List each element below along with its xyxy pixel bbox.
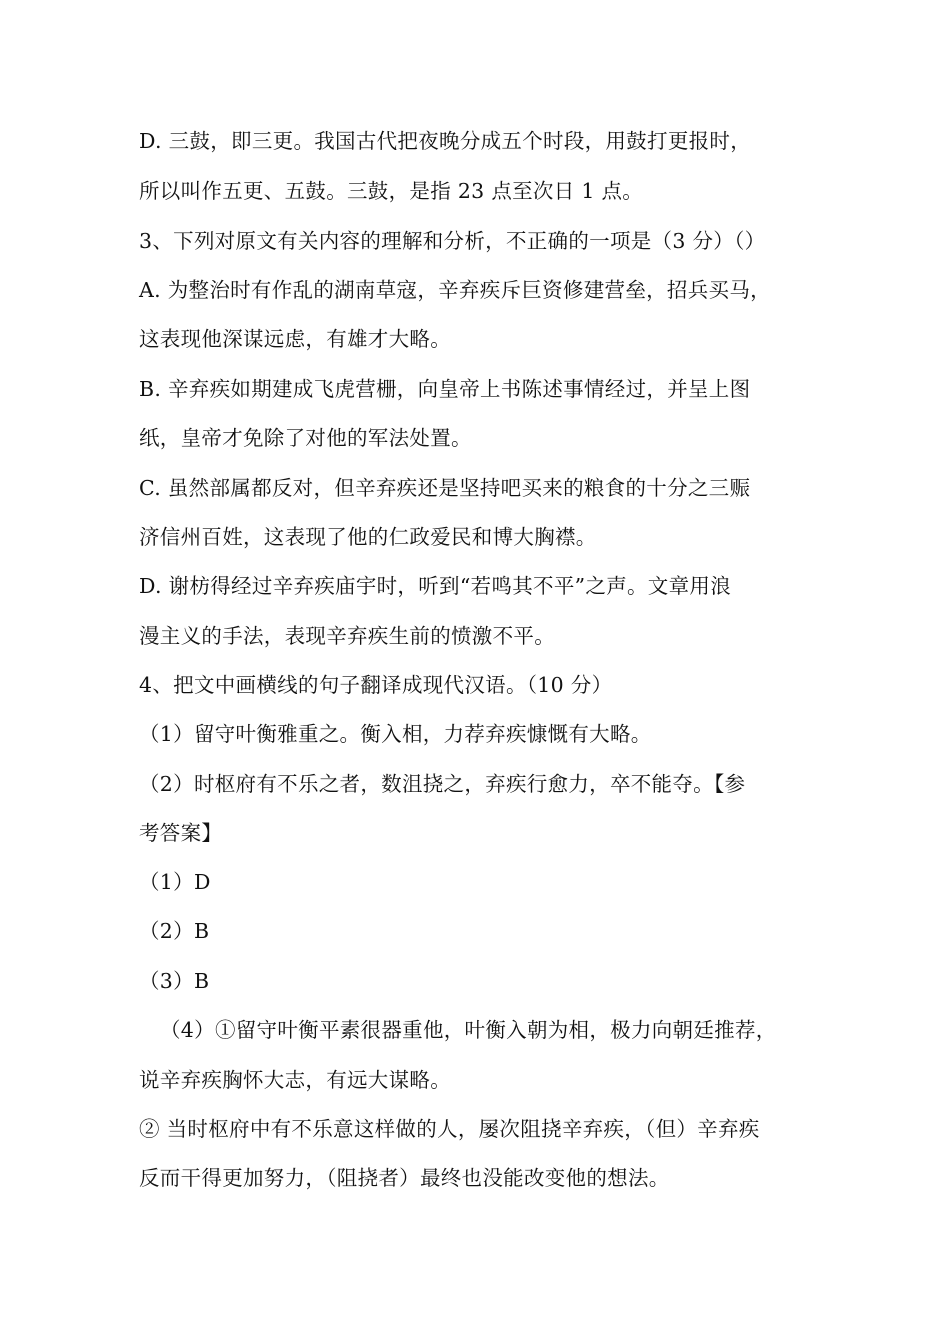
option-c-line-2: 济信州百姓，这表现了他的仁政爱民和博大胸襟。 <box>139 525 597 549</box>
option-a-line-2: 这表现他深谋远虑，有雄才大略。 <box>139 327 451 351</box>
answer-d-note-line-1: D. 三鼓，即三更。我国古代把夜晚分成五个时段，用鼓打更报时， <box>139 129 752 153</box>
question-4-sentence-1: （1）留守叶衡雅重之。衡入相，力荐弃疾慷慨有大略。 <box>139 722 652 746</box>
answer-4-line-3: ② 当时枢府中有不乐意这样做的人，屡次阻挠辛弃疾，（但）辛弃疾 <box>139 1117 760 1141</box>
answer-3: （3）B <box>139 969 210 993</box>
question-4-sentence-2: （2）时枢府有不乐之者，数沮挠之，弃疾行愈力，卒不能夺。【参 <box>139 772 746 796</box>
option-c-line-1: C. 虽然部属都反对，但辛弃疾还是坚持吧买来的粮食的十分之三赈 <box>139 476 751 500</box>
answer-4-line-1: （4）①留守叶衡平素很器重他，叶衡入朝为相，极力向朝廷推荐， <box>160 1018 777 1042</box>
answer-2: （2）B <box>139 919 210 943</box>
answer-4-line-2: 说辛弃疾胸怀大志，有远大谋略。 <box>139 1068 451 1092</box>
option-b-line-2: 纸，皇帝才免除了对他的军法处置。 <box>139 426 472 450</box>
option-b-line-1: B. 辛弃疾如期建成飞虎营栅，向皇帝上书陈述事情经过，并呈上图 <box>139 377 751 401</box>
option-a-line-1: A. 为整治时有作乱的湖南草寇，辛弃疾斥巨资修建营垒，招兵买马， <box>139 278 771 302</box>
answer-1: （1）D <box>139 870 211 894</box>
question-4-title: 4、把文中画横线的句子翻译成现代汉语。（10 分） <box>139 673 613 697</box>
option-d-line-2: 漫主义的手法，表现辛弃疾生前的愤激不平。 <box>139 624 555 648</box>
question-3-title: 3、下列对原文有关内容的理解和分析，不正确的一项是（3 分）（） <box>139 229 766 253</box>
reference-answer-heading: 考答案】 <box>139 821 223 845</box>
option-d-line-1: D. 谢枋得经过辛弃疾庙宇时，听到“若鸣其不平”之声。文章用浪 <box>139 574 731 598</box>
answer-d-note-line-2: 所以叫作五更、五鼓。三鼓，是指 23 点至次日 1 点。 <box>139 179 644 203</box>
answer-4-line-4: 反而干得更加努力，（阻挠者）最终也没能改变他的想法。 <box>139 1166 670 1190</box>
